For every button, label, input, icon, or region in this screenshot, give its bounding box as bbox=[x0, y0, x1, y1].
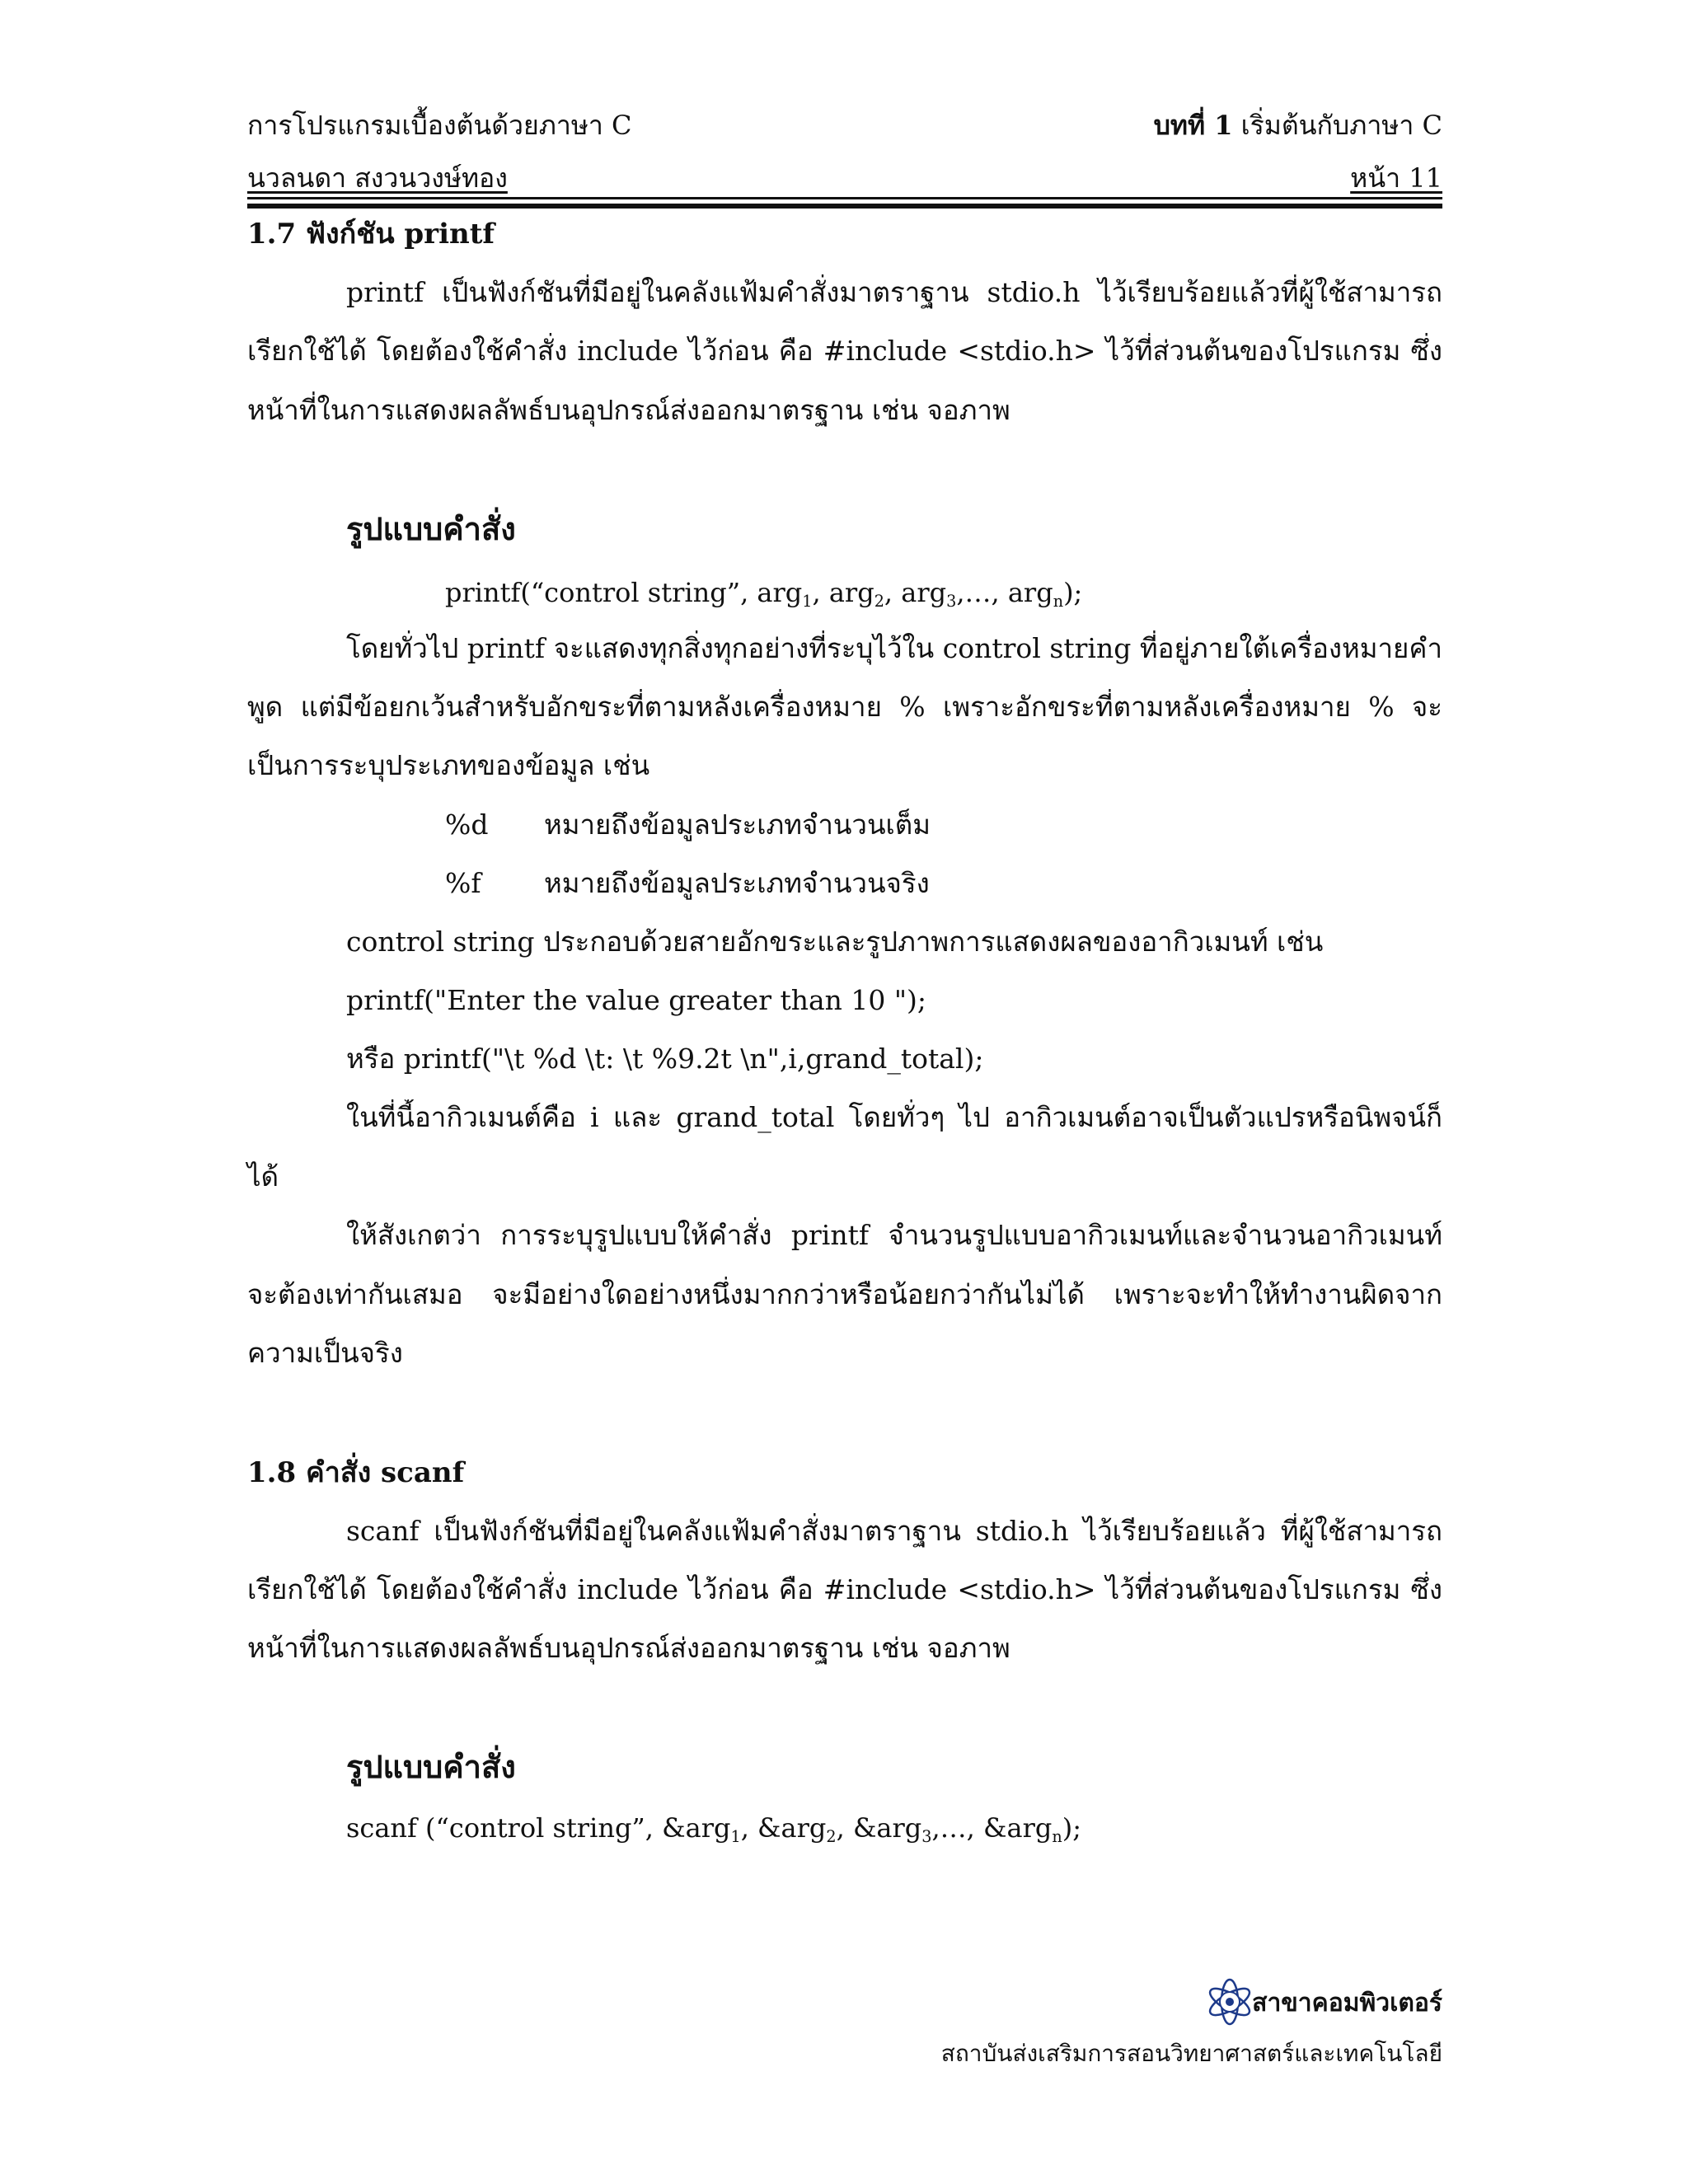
printf-syntax: printf(“control string”, arg$_1$, arg$_2$, arg$_3$,…, arg$_n$); bbox=[445, 577, 1083, 611]
format-code: %f bbox=[445, 867, 481, 899]
printf-explain-line-3: เป็นการระบุประเภทของข้อมูล เช่น bbox=[247, 749, 650, 781]
note-line-1: ให้สังเกตว่า การระบุรูปแบบให้คำสั่ง printf จำนวนรูปแบบอากิวเมนท์และจำนวนอากิวเมนท์ bbox=[346, 1219, 1442, 1251]
printf-intro-line-3: หน้าที่ในการแสดงผลลัพธ์บนอุปกรณ์ส่งออกมาตรฐาน เช่น จอภาพ bbox=[247, 394, 1010, 426]
footer-institute: สถาบันส่งเสริมการสอนวิทยาศาสตร์และเทคโนโลยี bbox=[940, 2040, 1442, 2067]
format-desc: หมายถึงข้อมูลประเภทจำนวนเต็ม bbox=[544, 808, 931, 841]
chapter-label: บทที่ 1 bbox=[1153, 110, 1233, 141]
printf-intro-line-2: เรียกใช้ได้ โดยต้องใช้คำสั่ง include ไว้ก่อน คือ #include <stdio.h> ไว้ที่ส่วนต้นของโปรแกรม ซึ่ง bbox=[247, 335, 1442, 367]
printf-syntax-heading: รูปแบบคำสั่ง bbox=[346, 510, 516, 547]
note-line-3: ความเป็นจริง bbox=[247, 1337, 403, 1369]
control-string-line: control string ประกอบด้วยสายอักขระและรูปภาพการแสดงผลของอากิวเมนท์ เช่น bbox=[346, 926, 1324, 958]
scanf-intro-line-3: หน้าที่ในการแสดงผลลัพธ์บนอุปกรณ์ส่งออกมาตรฐาน เช่น จอภาพ bbox=[247, 1632, 1010, 1664]
footer-department: สาขาคอมพิวเตอร์ bbox=[1252, 1989, 1442, 2018]
scanf-intro-line-2: เรียกใช้ได้ โดยต้องใช้คำสั่ง include ไว้ก่อน คือ #include <stdio.h> ไว้ที่ส่วนต้นของโปรแกรม ซึ่ง bbox=[247, 1573, 1442, 1605]
format-code: %d bbox=[445, 808, 489, 841]
section-heading-scanf: 1.8 คำสั่ง scanf bbox=[247, 1456, 465, 1489]
argument-line-1: ในที่นี้อากิวเมนต์คือ i และ grand_total โดยทั่วๆ ไป อากิวเมนต์อาจเป็นตัวแปรหรือนิพจน์ก็ bbox=[346, 1101, 1442, 1133]
printf-example-1: printf("Enter the value greater than 10 "); bbox=[346, 984, 927, 1016]
format-desc: หมายถึงข้อมูลประเภทจำนวนจริง bbox=[544, 867, 930, 899]
section-heading-printf: 1.7 ฟังก์ชัน printf bbox=[247, 218, 495, 251]
scanf-intro-line-1: scanf เป็นฟังก์ชันที่มีอยู่ในคลังแฟ้มคำสั่งมาตราฐาน stdio.h ไว้เรียบร้อยแล้ว ที่ผู้ใช้สามารถ bbox=[346, 1515, 1442, 1547]
author-name: นวลนดา สงวนวงษ์ทอง bbox=[247, 162, 508, 194]
printf-intro-line-1: printf เป็นฟังก์ชันที่มีอยู่ในคลังแฟ้มคำสั่งมาตราฐาน stdio.h ไว้เรียบร้อยแล้วที่ผู้ใช้สามารถ bbox=[346, 276, 1442, 308]
header-rule-thin bbox=[247, 197, 1442, 199]
printf-explain-line-1: โดยทั่วไป printf จะแสดงทุกสิ่งทุกอย่างที่ระบุไว้ใน control string ที่อยู่ภายใต้เครื่องหมายคำ bbox=[346, 632, 1442, 664]
scanf-syntax-heading: รูปแบบคำสั่ง bbox=[346, 1748, 516, 1785]
printf-explain-line-2: พูด แต่มีข้อยกเว้นสำหรับอักขระที่ตามหลังเครื่องหมาย % เพราะอักขระที่ตามหลังเครื่องหมาย % จะ bbox=[247, 691, 1442, 723]
argument-line-2: ได้ bbox=[247, 1160, 279, 1193]
note-line-2: จะต้องเท่ากันเสมอ จะมีอย่างใดอย่างหนึ่งมากกว่าหรือน้อยกว่ากันไม่ได้ เพราะจะทำให้ทำงานผิดจาก bbox=[247, 1278, 1442, 1310]
scanf-syntax: scanf (“control string”, &arg$_1$, &arg$_2$, &arg$_3$,…, &arg$_n$); bbox=[346, 1812, 1081, 1846]
book-title: การโปรแกรมเบื้องต้นด้วยภาษา C bbox=[247, 110, 632, 141]
chapter-title: เริ่มต้นกับภาษา C bbox=[1240, 110, 1442, 141]
header-rule-thick bbox=[247, 204, 1442, 209]
page-number: หน้า 11 bbox=[1350, 162, 1442, 194]
ipst-atom-logo-icon bbox=[1205, 1978, 1254, 2026]
printf-example-2: หรือ printf("\t %d \t: \t %9.2t \n",i,grand_total); bbox=[346, 1043, 984, 1075]
chapter-heading bbox=[1154, 109, 1442, 142]
